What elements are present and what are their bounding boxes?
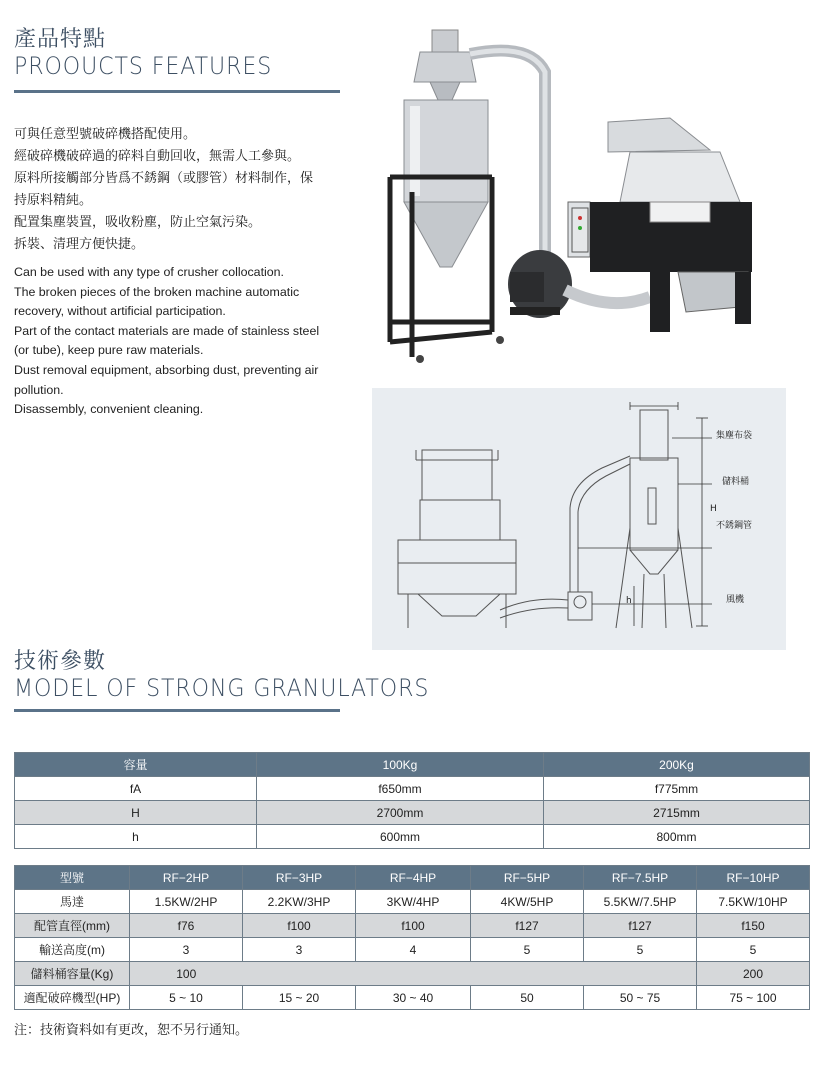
table-cell: f127	[584, 914, 697, 938]
table-row	[15, 801, 810, 825]
feature-cn-line: 持原料精純。	[14, 193, 93, 208]
table-cell: 4	[356, 938, 471, 962]
table-cell	[584, 962, 697, 986]
features-cn-list	[14, 124, 354, 256]
feature-en-line: (or tube), keep pure raw materials.	[14, 343, 204, 358]
diagram-label-H: H	[710, 504, 717, 514]
table-cell: 2715mm	[544, 801, 810, 825]
table-cell: 1.5KW/2HP	[130, 890, 243, 914]
system-diagram	[372, 388, 786, 650]
features-title-cn: 產品特點	[14, 27, 107, 52]
table-cell: 600mm	[257, 825, 544, 849]
model-header-cell: RF−4HP	[356, 866, 471, 890]
table-cell: f650mm	[257, 777, 544, 801]
feature-cn-line: 拆裝、清理方便快捷。	[14, 237, 145, 252]
table-cell: f775mm	[544, 777, 810, 801]
table-cell: 5	[697, 938, 810, 962]
model-header-cell: RF−2HP	[130, 866, 243, 890]
model-header-cell: RF−7.5HP	[584, 866, 697, 890]
table-cell: f100	[243, 914, 356, 938]
feature-en-line: The broken pieces of the broken machine automatic	[14, 284, 300, 299]
table-cell: 50	[471, 986, 584, 1010]
table-cell: 200	[697, 962, 810, 986]
specs-title-cn: 技術參數	[14, 649, 107, 674]
table-cell: 輸送高度(m)	[15, 938, 130, 962]
table-row	[15, 825, 810, 849]
specs-title-en: MODEL OF STRONG GRANULATORS	[14, 674, 430, 702]
table-cell: h	[15, 825, 257, 849]
model-header-cell: 型號	[15, 866, 130, 890]
feature-cn-line: 配置集塵裝置，吸收粉塵，防止空氣污染。	[14, 215, 262, 230]
table-cell: f76	[130, 914, 243, 938]
table-cell	[243, 962, 356, 986]
feature-cn-line: 經破碎機破碎過的碎料自動回收，無需人工參與。	[14, 149, 301, 164]
table-cell	[356, 962, 471, 986]
feature-cn-line: 可與任意型號破碎機搭配使用。	[14, 127, 197, 142]
table-cell: 3	[243, 938, 356, 962]
table-cell: 5	[584, 938, 697, 962]
table-cell: 3KW/4HP	[356, 890, 471, 914]
product-photo	[380, 22, 780, 367]
table-cell: 2.2KW/3HP	[243, 890, 356, 914]
table-cell: 15 ~ 20	[243, 986, 356, 1010]
features-title-en: PROOUCTS FEATURES	[14, 52, 273, 80]
table-cell: 50 ~ 75	[584, 986, 697, 1010]
table-row	[15, 938, 810, 962]
table-cell: f100	[356, 914, 471, 938]
feature-en-line: Can be used with any type of crusher collocation.	[14, 265, 284, 279]
table-cell: 30 ~ 40	[356, 986, 471, 1010]
table-cell: f150	[697, 914, 810, 938]
table-cell: 5 ~ 10	[130, 986, 243, 1010]
feature-en-line: Dust removal equipment, absorbing dust, preventing air	[14, 362, 319, 377]
feature-en-line: Disassembly, convenient cleaning.	[14, 402, 204, 417]
capacity-header-cell: 容量	[15, 753, 257, 777]
model-table	[14, 865, 810, 1010]
table-row	[15, 914, 810, 938]
capacity-header-cell: 200Kg	[544, 753, 810, 777]
table-cell: 馬達	[15, 890, 130, 914]
table-cell: 75 ~ 100	[697, 986, 810, 1010]
model-header-cell: RF−3HP	[243, 866, 356, 890]
table-cell: H	[15, 801, 257, 825]
table-cell: 100	[130, 962, 243, 986]
table-cell: 適配破碎機型(HP)	[15, 986, 130, 1010]
feature-en-line: pollution.	[14, 382, 64, 397]
table-cell: fA	[15, 777, 257, 801]
table-cell: 4KW/5HP	[471, 890, 584, 914]
model-header-cell: RF−10HP	[697, 866, 810, 890]
diagram-label-bag: 集塵布袋	[716, 431, 753, 441]
feature-en-line: recovery, without artificial participation.	[14, 304, 226, 319]
table-cell: 800mm	[544, 825, 810, 849]
feature-cn-line: 原料所接觸部分皆爲不銹鋼（或膠管）材料制作，保	[14, 171, 314, 186]
table-cell	[471, 962, 584, 986]
diagram-label-pipe: 不銹鋼管	[716, 521, 753, 531]
capacity-header-cell: 100Kg	[257, 753, 544, 777]
table-row	[15, 962, 810, 986]
specs-rule	[14, 709, 340, 712]
table-row	[15, 777, 810, 801]
diagram-label-blower: 風機	[726, 595, 745, 605]
features-rule	[14, 90, 340, 93]
table-row	[15, 890, 810, 914]
table-cell: 3	[130, 938, 243, 962]
specs-note: 注：技術資料如有更改，恕不另行通知。	[14, 1023, 249, 1038]
table-row	[15, 986, 810, 1010]
feature-en-line: Part of the contact materials are made of stainless steel	[14, 323, 320, 338]
diagram-label-barrel: 儲料桶	[722, 477, 750, 487]
table-cell: 配管直徑(mm)	[15, 914, 130, 938]
diagram-label-h: h	[626, 596, 632, 606]
table-cell: 5	[471, 938, 584, 962]
model-header-cell: RF−5HP	[471, 866, 584, 890]
table-cell: 儲料桶容量(Kg)	[15, 962, 130, 986]
table-cell: f127	[471, 914, 584, 938]
features-en-list	[14, 263, 359, 420]
table-cell: 7.5KW/10HP	[697, 890, 810, 914]
table-cell: 2700mm	[257, 801, 544, 825]
table-cell: 5.5KW/7.5HP	[584, 890, 697, 914]
capacity-table	[14, 752, 810, 849]
